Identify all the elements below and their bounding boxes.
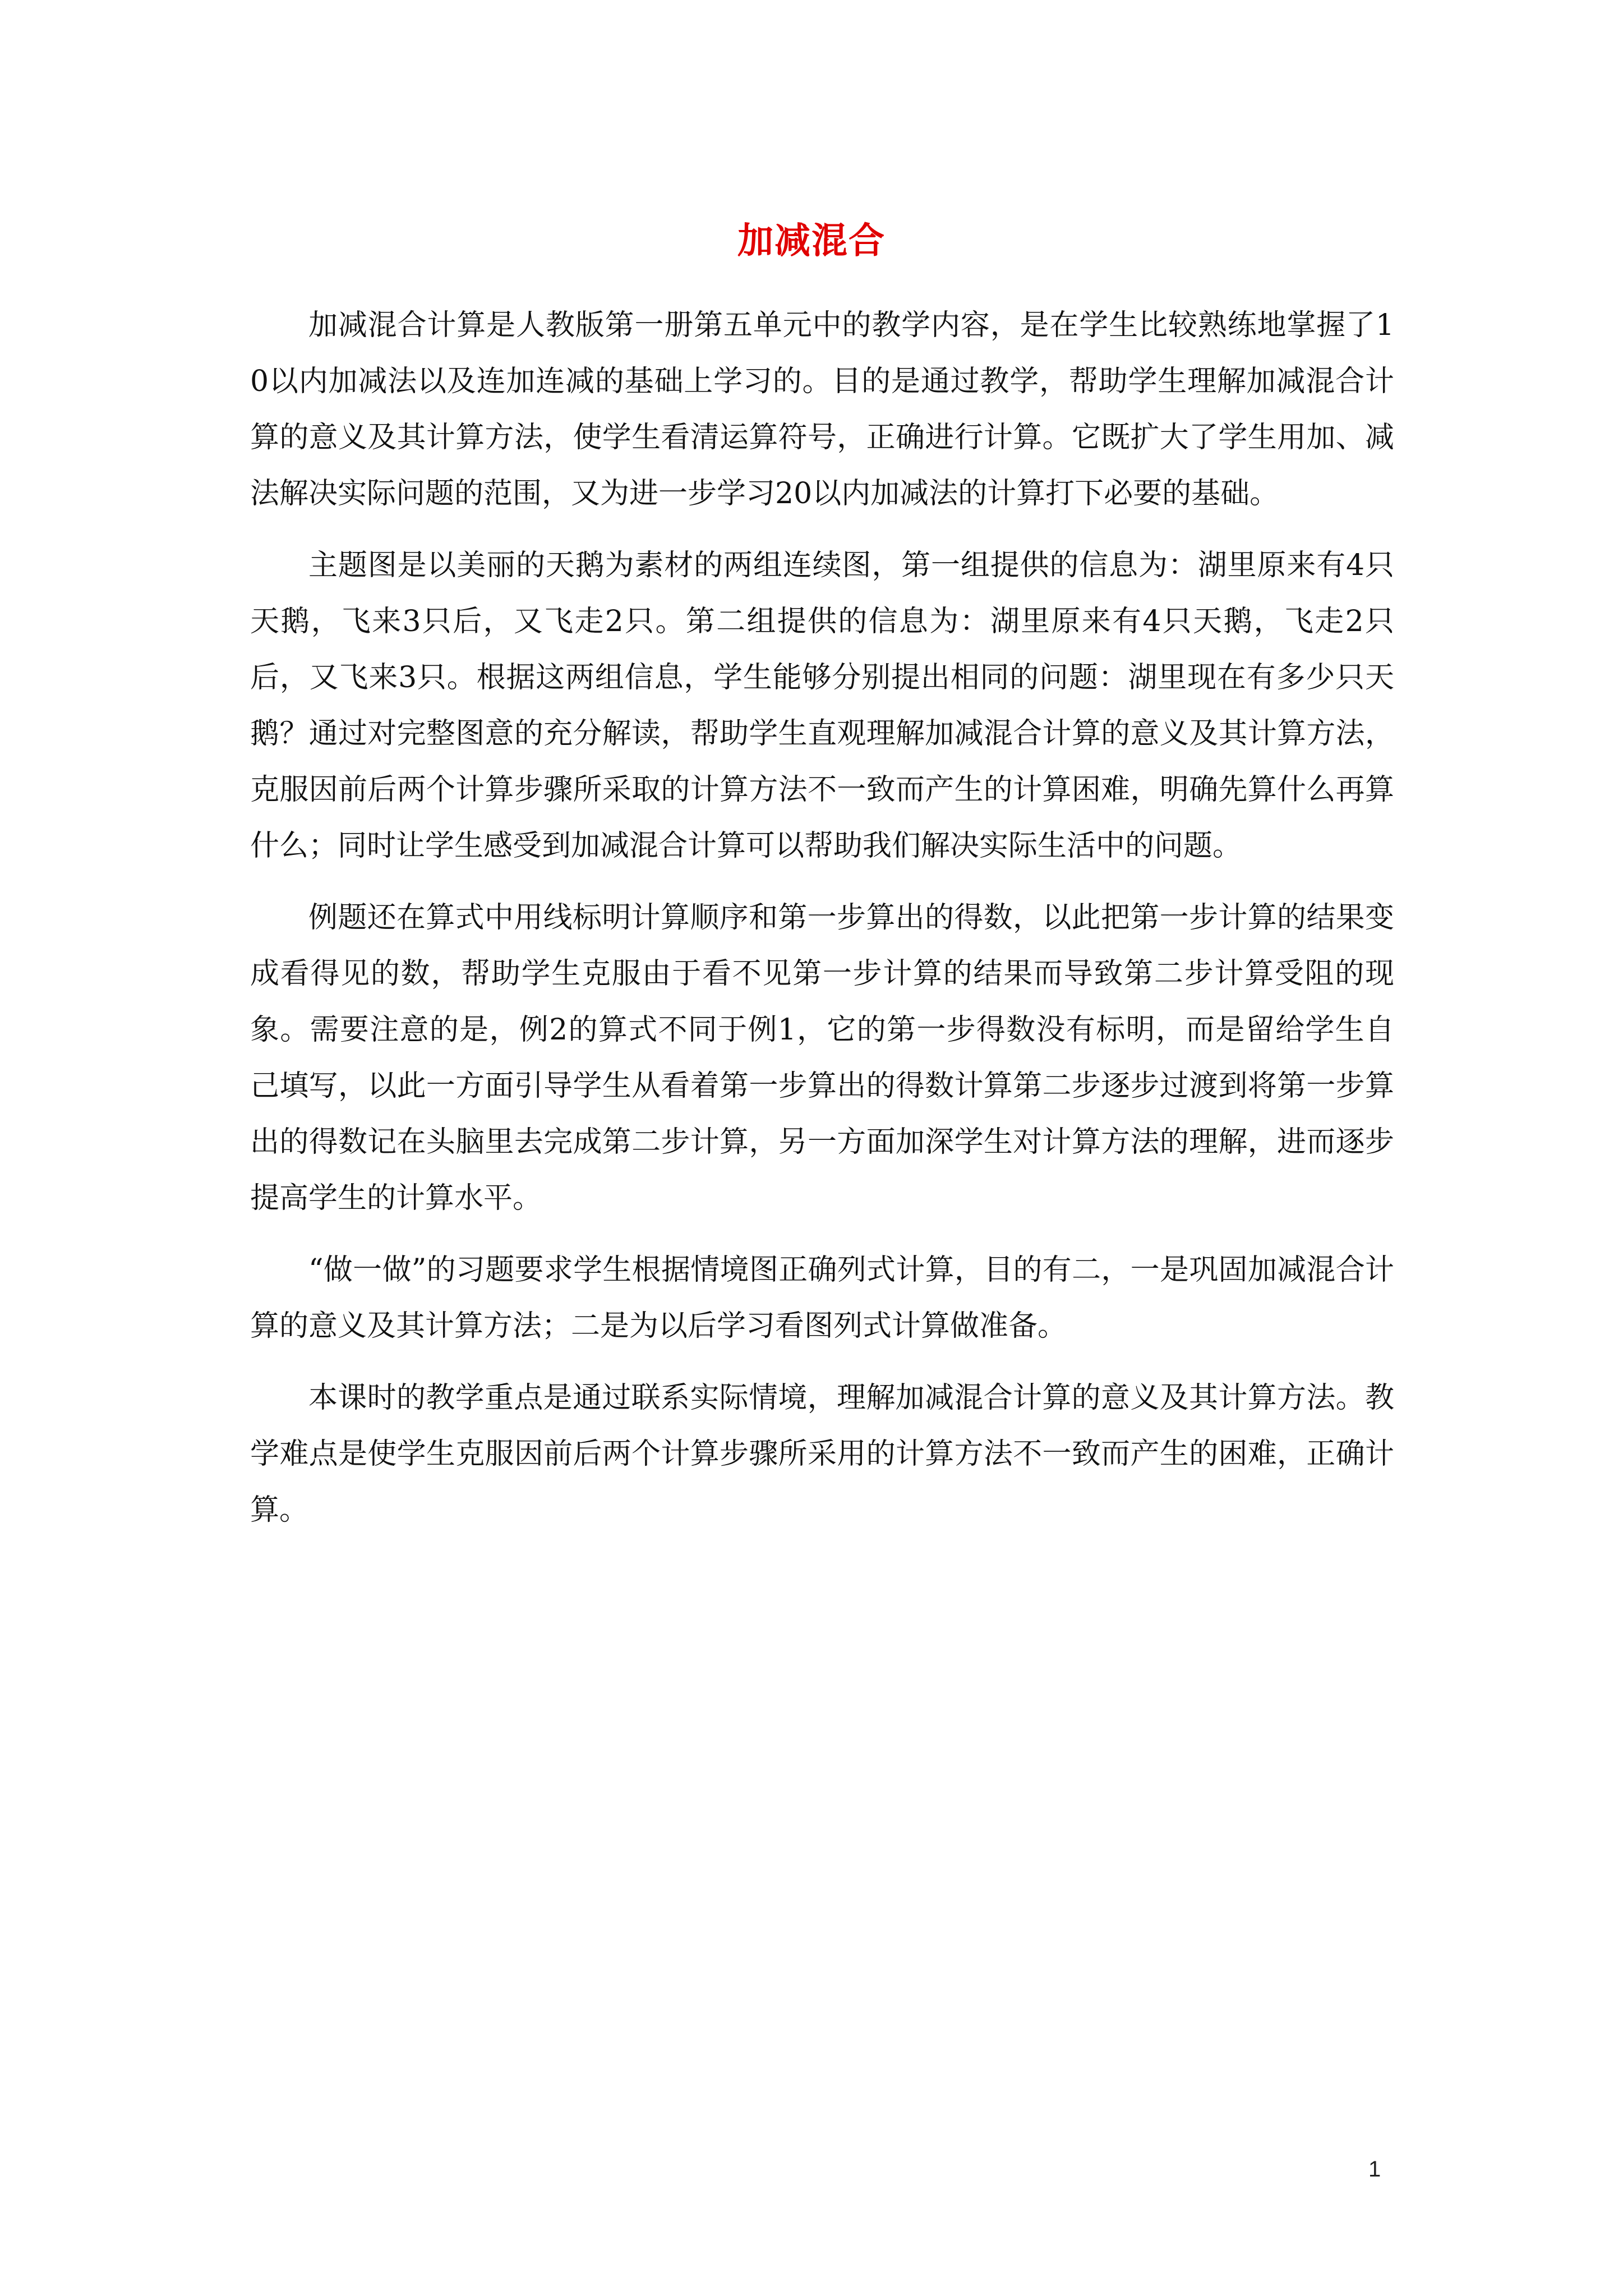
paragraph-4: “做一做”的习题要求学生根据情境图正确列式计算，目的有二，一是巩固加减混合计算的意义及其计算方法；二是为以后学习看图列式计算做准备。 [250,1253,1394,1343]
document-title: 加减混合 [737,220,886,262]
document-body [250,297,1394,1554]
paragraph-1: 加减混合计算是人教版第一册第五单元中的教学内容，是在学生比较熟练地掌握了10以内加减法以及连加连减的基础上学习的。目的是通过教学，帮助学生理解加减混合计算的意义及其计算方法，使学生看清运算符号，正确进行计算。它既扩大了学生用加、减法解决实际问题的范围，又为进一步学习20以内加减法的计算打下必要的基础。 [250,309,1394,510]
page-number: 1 [1368,2157,1381,2182]
paragraph-2: 主题图是以美丽的天鹅为素材的两组连续图，第一组提供的信息为：湖里原来有4只天鹅，飞来3只后，又飞走2只。第二组提供的信息为：湖里原来有4只天鹅，飞走2只后，又飞来3只。根据这两组信息，学生能够分别提出相同的问题：湖里现在有多少只天鹅？通过对完整图意的充分解读，帮助学生直观理解加减混合计算的意义及其计算方法，克服因前后两个计算步骤所采取的计算方法不一致而产生的计算困难，明确先算什么再算什么；同时让学生感受到加减混合计算可以帮助我们解决实际生活中的问题。 [250,549,1394,863]
paragraph-3: 例题还在算式中用线标明计算顺序和第一步算出的得数，以此把第一步计算的结果变成看得见的数，帮助学生克服由于看不见第一步计算的结果而导致第二步计算受阻的现象。需要注意的是，例2的算式不同于例1，它的第一步得数没有标明，而是留给学生自己填写，以此一方面引导学生从看着第一步算出的得数计算第二步逐步过渡到将第一步算出的得数记在头脑里去完成第二步计算，另一方面加深学生对计算方法的理解，进而逐步提高学生的计算水平。 [250,901,1394,1215]
paragraph-5: 本课时的教学重点是通过联系实际情境，理解加减混合计算的意义及其计算方法。教学难点是使学生克服因前后两个计算步骤所采用的计算方法不一致而产生的困难，正确计算。 [250,1381,1394,1527]
